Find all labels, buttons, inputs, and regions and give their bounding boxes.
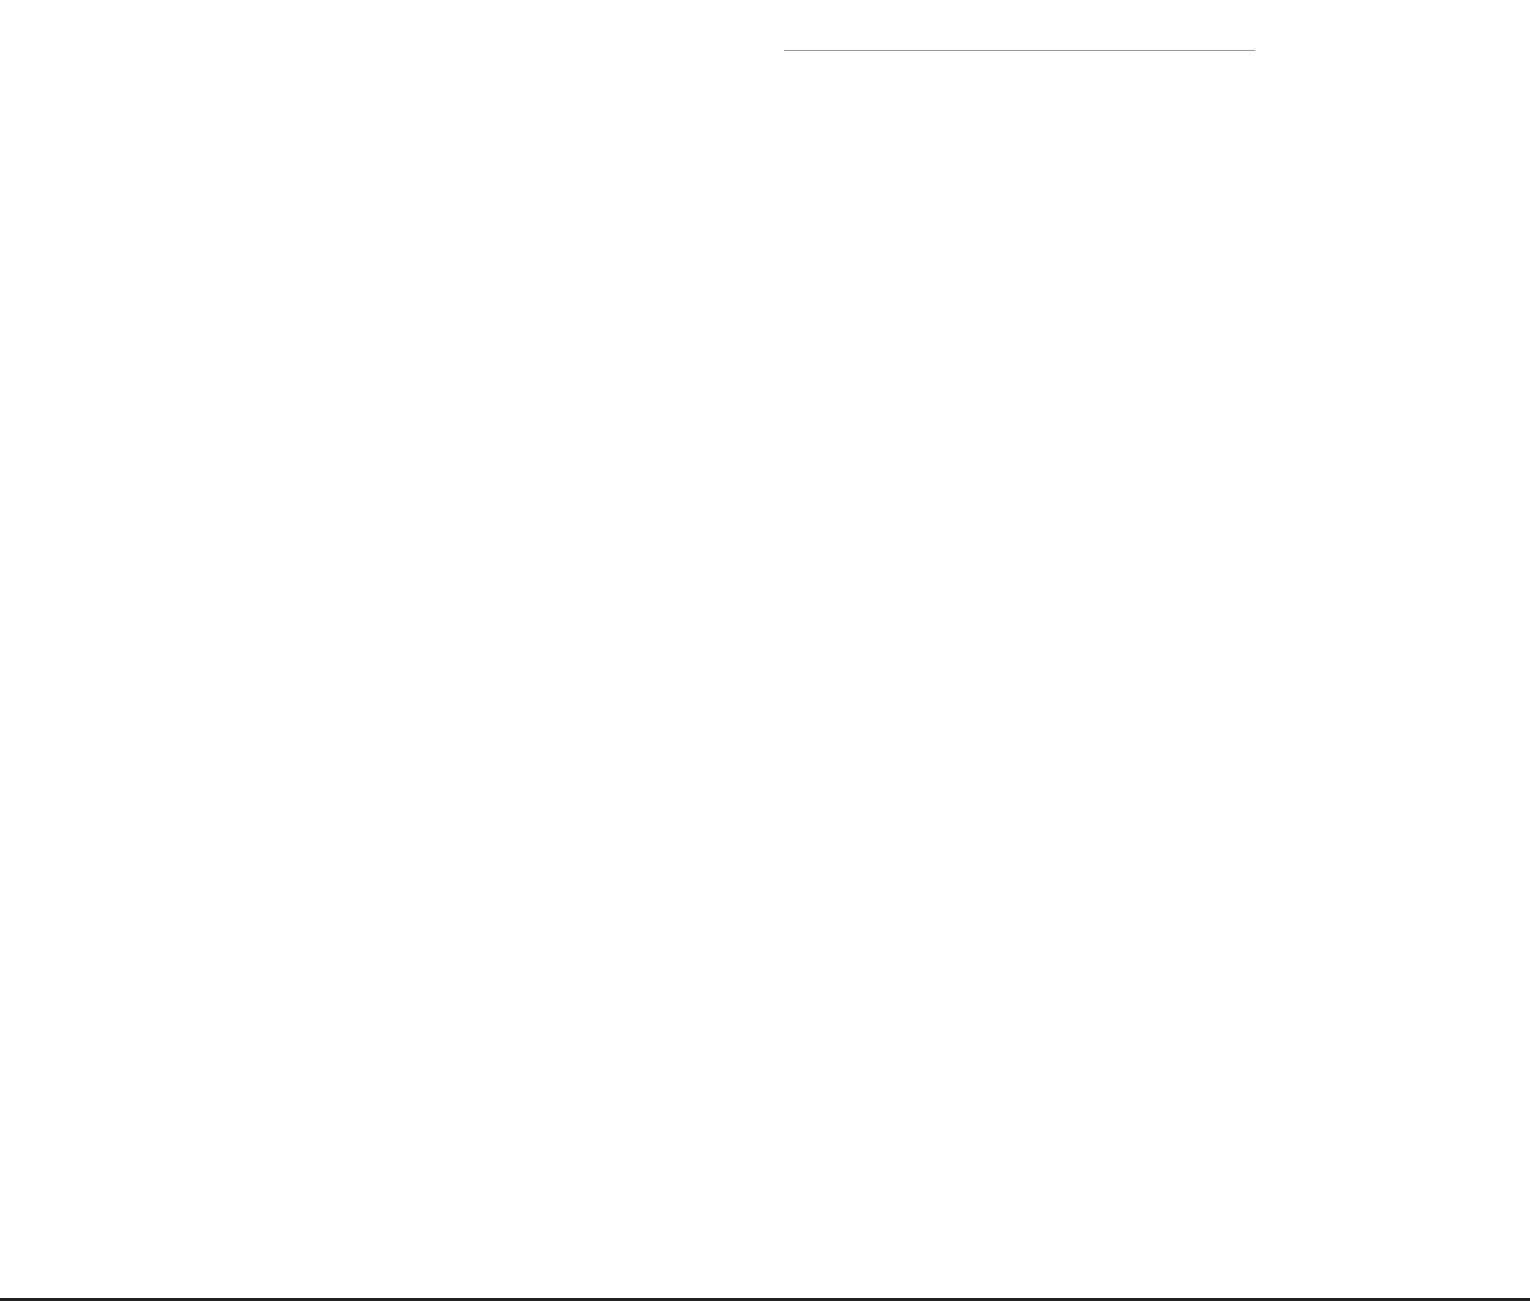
- beverages-column: [784, 0, 1255, 165]
